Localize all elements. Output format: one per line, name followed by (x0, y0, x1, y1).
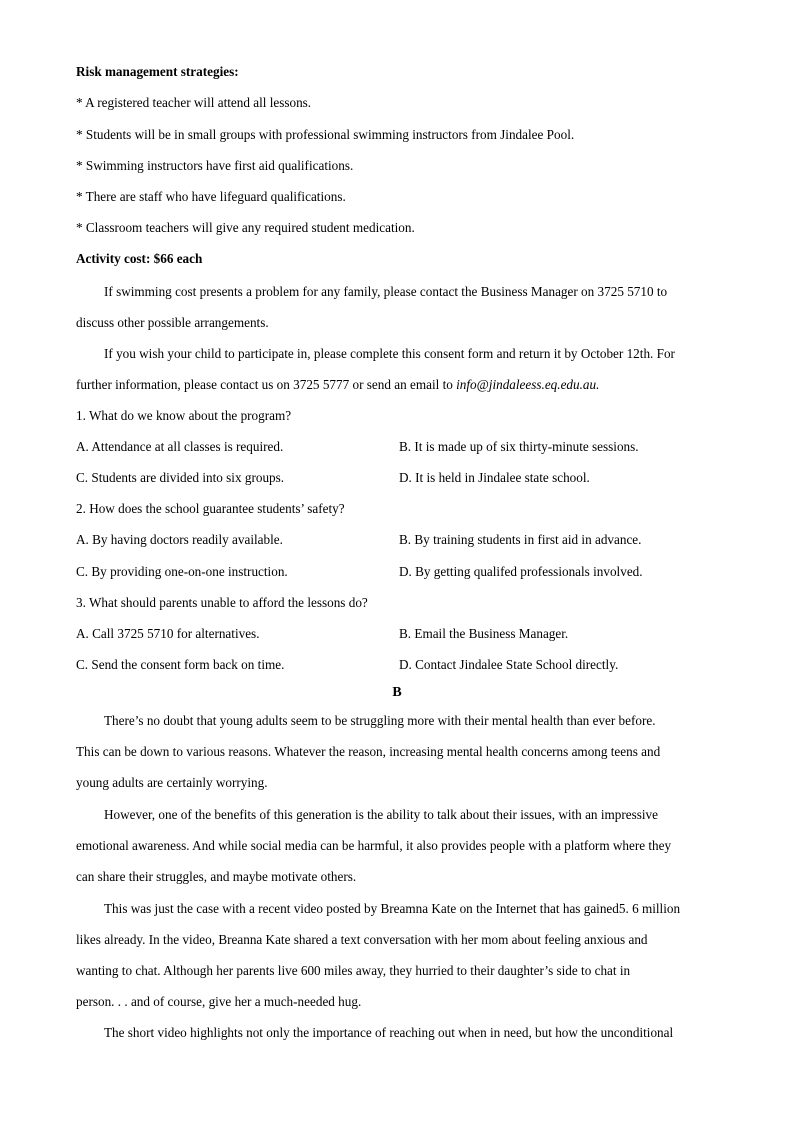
option-c: C. Students are divided into six groups. (76, 470, 285, 485)
question-stem: 3. What should parents unable to afford the lessons do? (76, 595, 368, 610)
option-b: B. By training students in first aid in advance. (399, 532, 642, 547)
passage-line: There’s no doubt that young adults seem to be struggling more with their mental health than ever before. (104, 713, 656, 728)
cost-paragraph-line: If swimming cost presents a problem for any family, please contact the Business Manager on 3725 5710 to (104, 284, 668, 299)
option-a: A. Attendance at all classes is required. (76, 439, 284, 454)
passage-line: can share their struggles, and maybe motivate others. (76, 869, 357, 884)
option-a: A. By having doctors readily available. (76, 532, 283, 547)
cost-paragraph-line: discuss other possible arrangements. (76, 315, 269, 330)
option-c: C. By providing one-on-one instruction. (76, 564, 288, 579)
passage-line: The short video highlights not only the importance of reaching out when in need, but how the unconditional (104, 1025, 674, 1040)
cost-heading: Activity cost: $66 each (76, 251, 203, 266)
option-b: B. It is made up of six thirty-minute sessions. (399, 439, 639, 454)
passage-line: person. . . and of course, give her a much-needed hug. (76, 994, 362, 1009)
question-stem: 1. What do we know about the program? (76, 408, 292, 423)
passage-line: wanting to chat. Although her parents live 600 miles away, they hurried to their daughter’s side to chat in (76, 963, 631, 978)
passage-line: likes already. In the video, Breanna Kate shared a text conversation with her mom about feeling anxious and (76, 932, 648, 947)
risk-item: * A registered teacher will attend all lessons. (76, 95, 312, 110)
email-link[interactable]: info@jindaleess.eq.edu.au. (456, 377, 600, 392)
option-d: D. It is held in Jindalee state school. (399, 470, 590, 485)
option-c: C. Send the consent form back on time. (76, 657, 285, 672)
risk-item: * Swimming instructors have first aid qualifications. (76, 158, 354, 173)
passage-line: This can be down to various reasons. Whatever the reason, increasing mental health concerns among teens and (76, 744, 661, 759)
section-title: B (392, 685, 402, 700)
option-a: A. Call 3725 5710 for alternatives. (76, 626, 260, 641)
risk-item: * Students will be in small groups with professional swimming instructors from Jindalee Pool. (76, 127, 575, 142)
passage-line: young adults are certainly worrying. (76, 775, 268, 790)
consent-paragraph-line: If you wish your child to participate in, please complete this consent form and return it by October 12th. For (104, 346, 675, 361)
risk-item: * Classroom teachers will give any required student medication. (76, 220, 415, 235)
passage-line: emotional awareness. And while social media can be harmful, it also provides people with a platform where they (76, 838, 672, 853)
consent-text: further information, please contact us on 3725 5777 or send an email to (76, 377, 457, 392)
consent-paragraph-line (76, 375, 599, 395)
option-d: D. By getting qualifed professionals involved. (399, 564, 643, 579)
option-b: B. Email the Business Manager. (399, 626, 569, 641)
risk-item: * There are staff who have lifeguard qualifications. (76, 189, 346, 204)
option-d: D. Contact Jindalee State School directly. (399, 657, 619, 672)
passage-line: This was just the case with a recent video posted by Breamna Kate on the Internet that has gained5. 6 million (104, 901, 681, 916)
question-stem: 2. How does the school guarantee students’ safety? (76, 501, 345, 516)
risk-heading: Risk management strategies: (76, 64, 239, 79)
passage-line: However, one of the benefits of this generation is the ability to talk about their issues, with an impressive (104, 807, 658, 822)
